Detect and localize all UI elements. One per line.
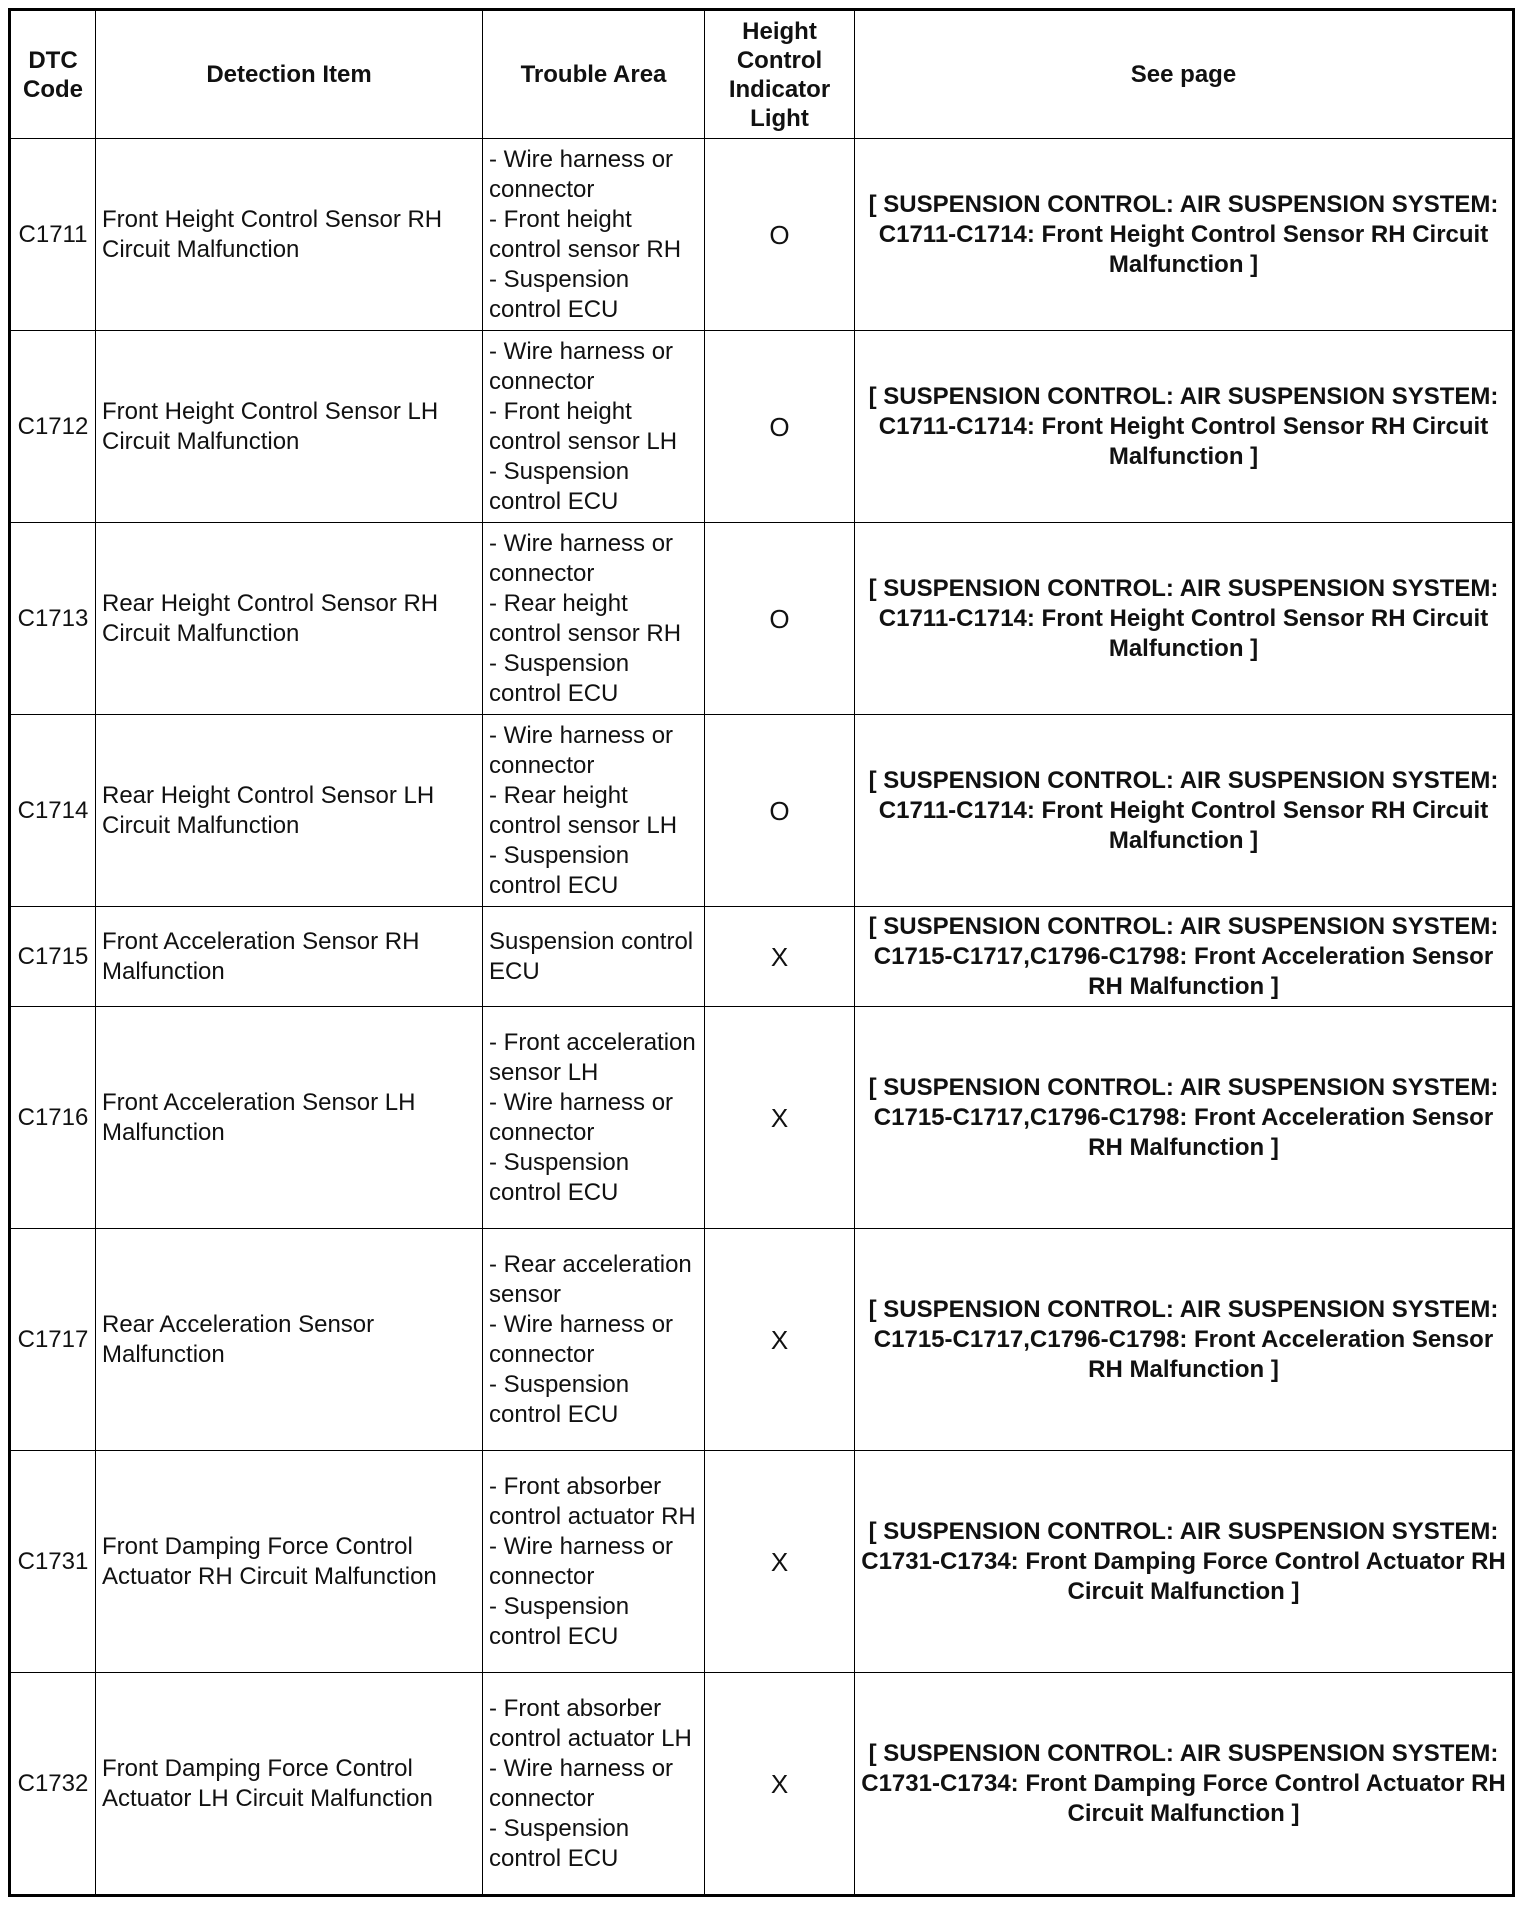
dtc-code-cell: C1713 (10, 523, 96, 715)
table-row (10, 1229, 1514, 1451)
detection-item-cell: Front Height Control Sensor LH Circuit Malfunction (96, 331, 483, 523)
indicator-light-cell: O (705, 715, 855, 907)
dtc-code-cell: C1716 (10, 1007, 96, 1229)
dtc-code-cell: C1717 (10, 1229, 96, 1451)
see-page-cell[interactable] (855, 139, 1514, 331)
table-row (10, 331, 1514, 523)
header-dtc-code: DTC Code (10, 10, 96, 139)
header-trouble-area: Trouble Area (483, 10, 705, 139)
trouble-area-cell: - Wire harness or connector - Front height control sensor LH - Suspension control ECU (483, 331, 705, 523)
trouble-area-cell: - Rear acceleration sensor - Wire harness or connector - Suspension control ECU (483, 1229, 705, 1451)
indicator-light-cell: X (705, 1451, 855, 1673)
detection-item-cell: Front Height Control Sensor RH Circuit Malfunction (96, 139, 483, 331)
indicator-light-cell: X (705, 1007, 855, 1229)
see-page-cell[interactable] (855, 523, 1514, 715)
dtc-code-cell: C1711 (10, 139, 96, 331)
see-page-link[interactable]: [ SUSPENSION CONTROL: AIR SUSPENSION SYSTEM: C1711-C1714: Front Height Control Sensor RH Circuit Malfunction ] (868, 382, 1499, 470)
detection-item-cell: Front Acceleration Sensor RH Malfunction (96, 907, 483, 1007)
table-header-row (10, 10, 1514, 139)
see-page-cell[interactable] (855, 907, 1514, 1007)
table-row (10, 1673, 1514, 1896)
indicator-light-cell: X (705, 1673, 855, 1896)
see-page-link[interactable]: [ SUSPENSION CONTROL: AIR SUSPENSION SYSTEM: C1731-C1734: Front Damping Force Control Actuator RH Circuit Malfunction ] (861, 1739, 1506, 1827)
table-row (10, 1451, 1514, 1673)
detection-item-cell: Front Acceleration Sensor LH Malfunction (96, 1007, 483, 1229)
trouble-area-cell: - Wire harness or connector - Front height control sensor RH - Suspension control ECU (483, 139, 705, 331)
see-page-link[interactable]: [ SUSPENSION CONTROL: AIR SUSPENSION SYSTEM: C1731-C1734: Front Damping Force Control Actuator RH Circuit Malfunction ] (861, 1517, 1506, 1605)
see-page-link[interactable]: [ SUSPENSION CONTROL: AIR SUSPENSION SYSTEM: C1711-C1714: Front Height Control Sensor RH Circuit Malfunction ] (868, 190, 1499, 278)
indicator-light-cell: O (705, 523, 855, 715)
trouble-area-cell: - Wire harness or connector - Rear height control sensor LH - Suspension control ECU (483, 715, 705, 907)
dtc-code-cell: C1731 (10, 1451, 96, 1673)
dtc-code-cell: C1715 (10, 907, 96, 1007)
detection-item-cell: Front Damping Force Control Actuator RH Circuit Malfunction (96, 1451, 483, 1673)
dtc-code-cell: C1732 (10, 1673, 96, 1896)
indicator-light-cell: O (705, 139, 855, 331)
table-row (10, 139, 1514, 331)
detection-item-cell: Rear Height Control Sensor LH Circuit Malfunction (96, 715, 483, 907)
trouble-area-cell: Suspension control ECU (483, 907, 705, 1007)
see-page-link[interactable]: [ SUSPENSION CONTROL: AIR SUSPENSION SYSTEM: C1711-C1714: Front Height Control Sensor RH Circuit Malfunction ] (868, 574, 1499, 662)
table-row (10, 715, 1514, 907)
see-page-cell[interactable] (855, 1007, 1514, 1229)
trouble-area-cell: - Front absorber control actuator LH - Wire harness or connector - Suspension control ECU (483, 1673, 705, 1896)
see-page-link[interactable]: [ SUSPENSION CONTROL: AIR SUSPENSION SYSTEM: C1715-C1717,C1796-C1798: Front Acceleration Sensor RH Malfunction ] (868, 912, 1499, 1000)
table-row (10, 907, 1514, 1007)
see-page-link[interactable]: [ SUSPENSION CONTROL: AIR SUSPENSION SYSTEM: C1715-C1717,C1796-C1798: Front Acceleration Sensor RH Malfunction ] (868, 1073, 1499, 1161)
detection-item-cell: Rear Acceleration Sensor Malfunction (96, 1229, 483, 1451)
table-row (10, 523, 1514, 715)
indicator-light-cell: O (705, 331, 855, 523)
trouble-area-cell: - Front absorber control actuator RH - Wire harness or connector - Suspension control ECU (483, 1451, 705, 1673)
dtc-table (8, 8, 1515, 1897)
table-row (10, 1007, 1514, 1229)
see-page-cell[interactable] (855, 1451, 1514, 1673)
indicator-light-cell: X (705, 907, 855, 1007)
detection-item-cell: Rear Height Control Sensor RH Circuit Malfunction (96, 523, 483, 715)
see-page-link[interactable]: [ SUSPENSION CONTROL: AIR SUSPENSION SYSTEM: C1715-C1717,C1796-C1798: Front Acceleration Sensor RH Malfunction ] (868, 1295, 1499, 1383)
see-page-cell[interactable] (855, 1229, 1514, 1451)
see-page-cell[interactable] (855, 331, 1514, 523)
indicator-light-cell: X (705, 1229, 855, 1451)
header-indicator-light: Height Control Indicator Light (705, 10, 855, 139)
see-page-cell[interactable] (855, 715, 1514, 907)
see-page-cell[interactable] (855, 1673, 1514, 1896)
dtc-code-cell: C1714 (10, 715, 96, 907)
header-detection-item: Detection Item (96, 10, 483, 139)
trouble-area-cell: - Front acceleration sensor LH - Wire harness or connector - Suspension control ECU (483, 1007, 705, 1229)
detection-item-cell: Front Damping Force Control Actuator LH Circuit Malfunction (96, 1673, 483, 1896)
dtc-code-cell: C1712 (10, 331, 96, 523)
see-page-link[interactable]: [ SUSPENSION CONTROL: AIR SUSPENSION SYSTEM: C1711-C1714: Front Height Control Sensor RH Circuit Malfunction ] (868, 766, 1499, 854)
trouble-area-cell: - Wire harness or connector - Rear height control sensor RH - Suspension control ECU (483, 523, 705, 715)
header-see-page: See page (855, 10, 1514, 139)
